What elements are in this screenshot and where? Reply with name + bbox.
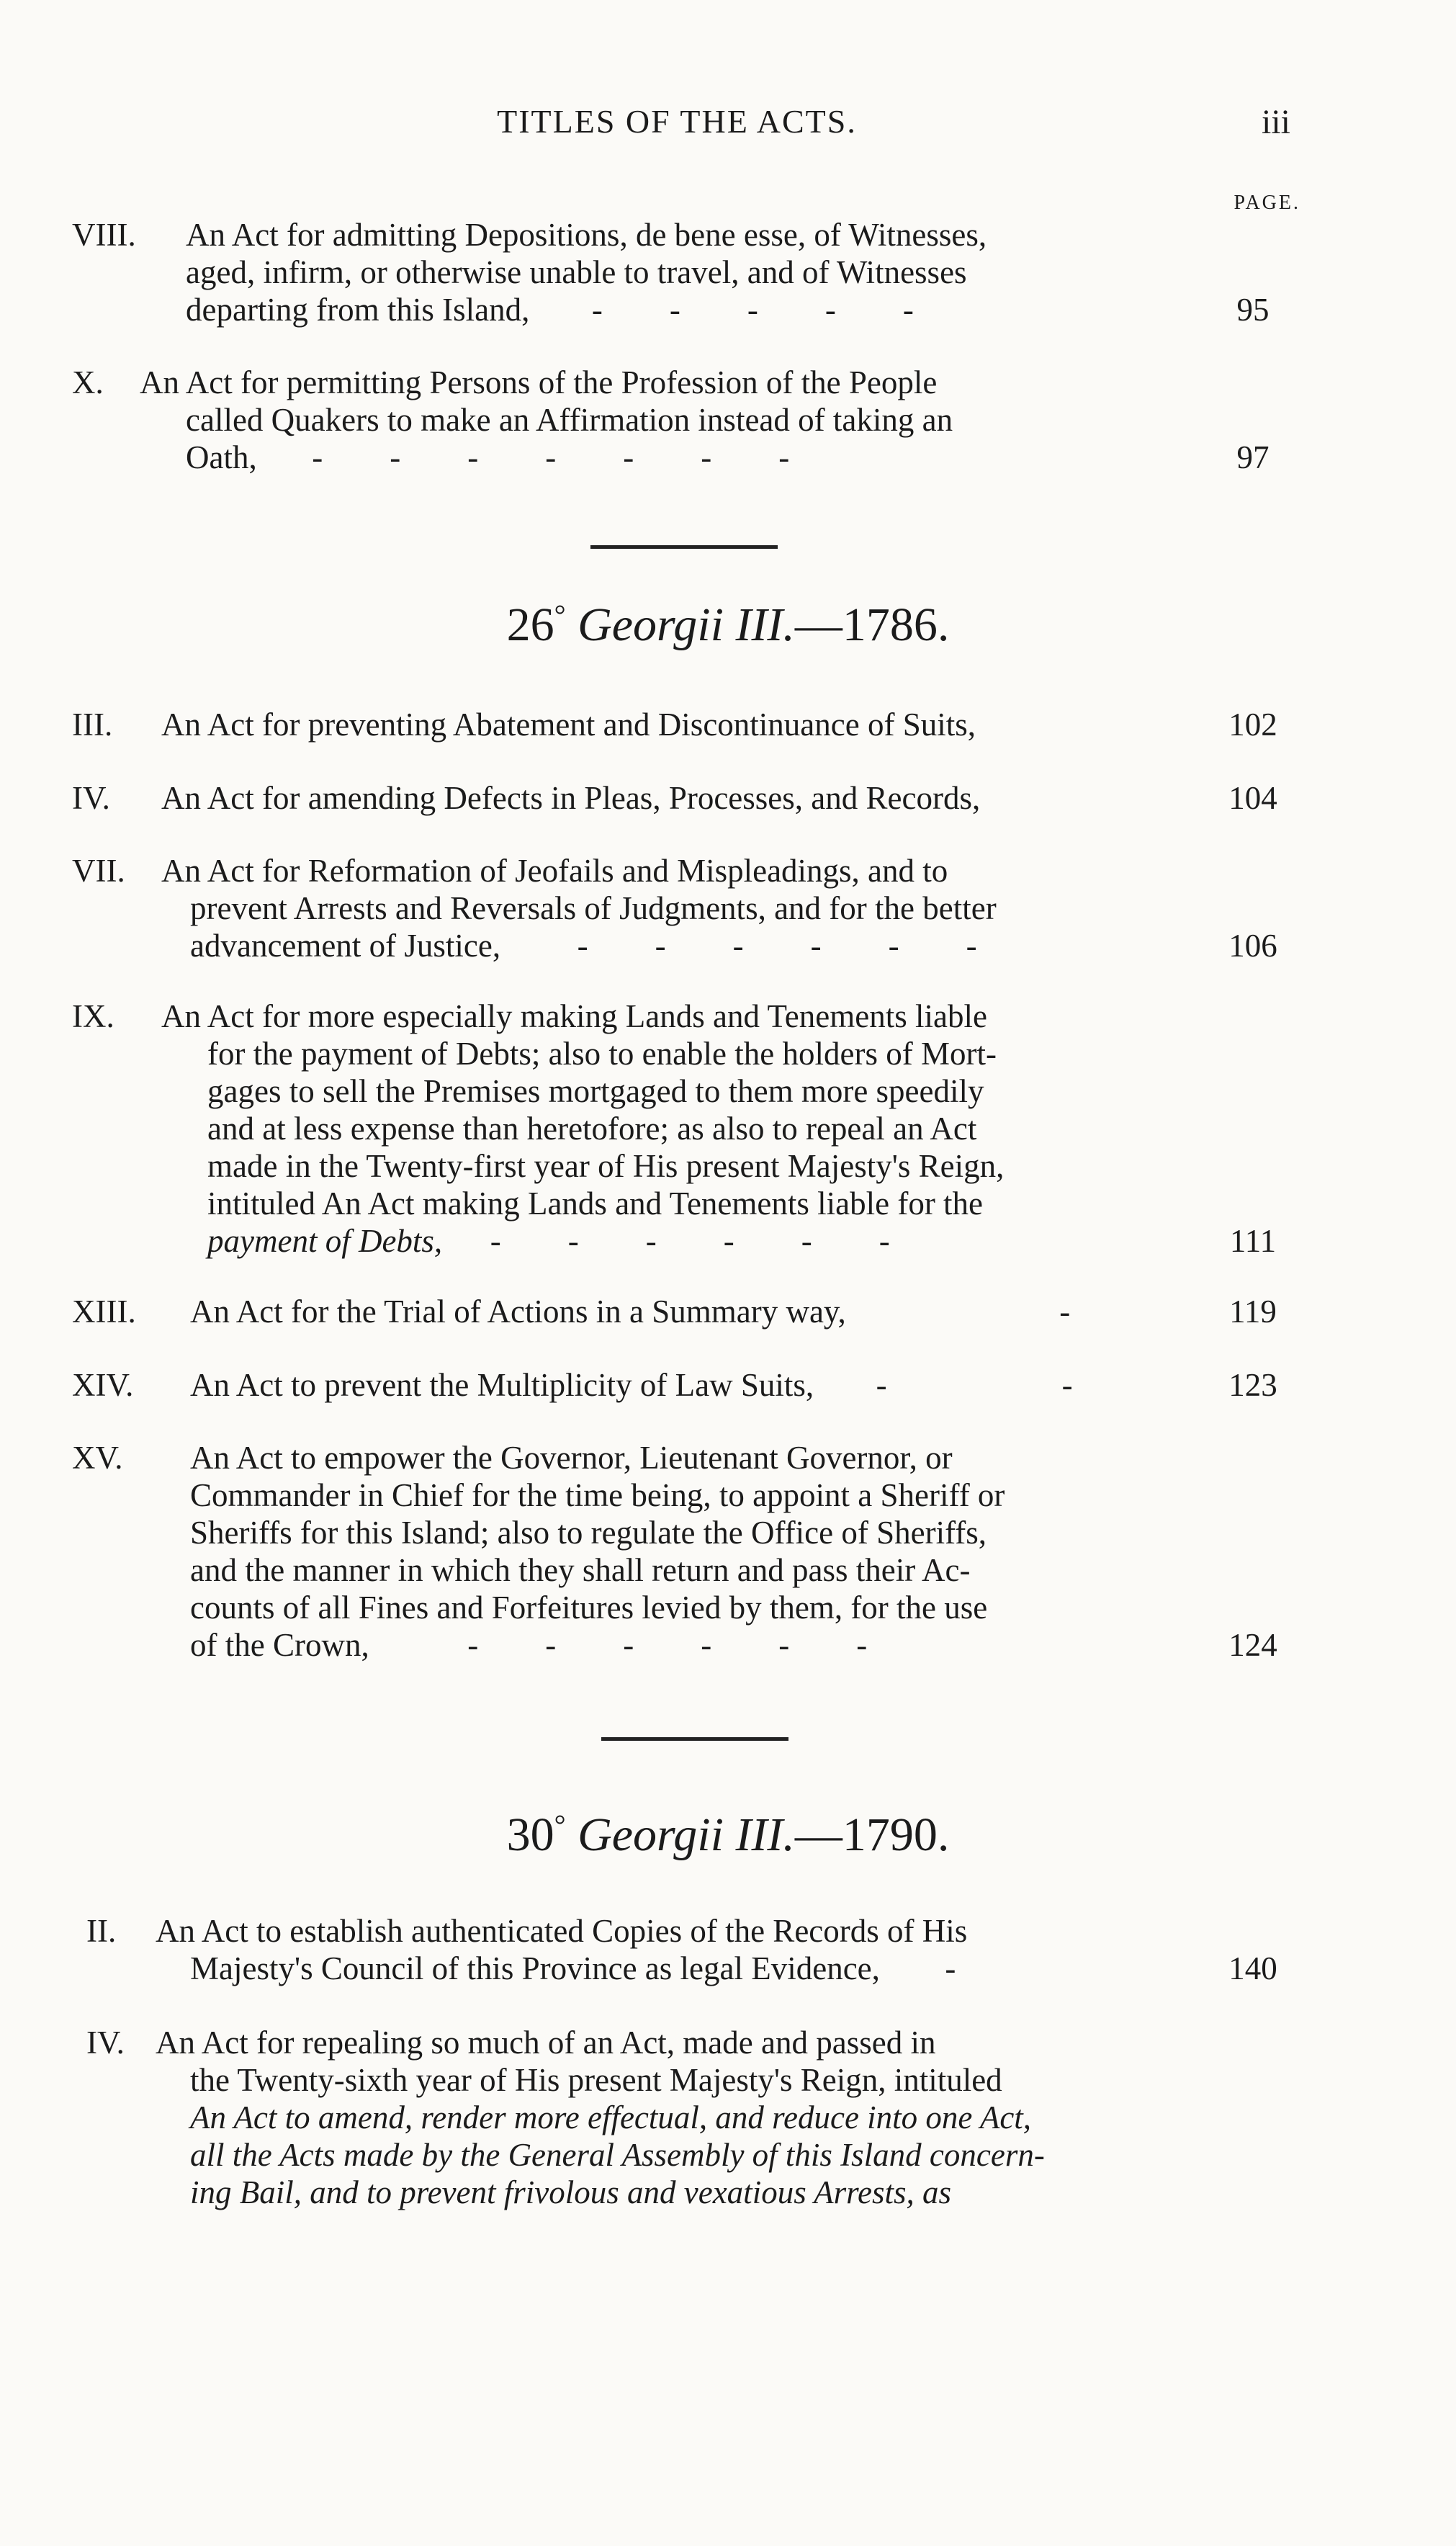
act-page-number: 95 bbox=[1236, 292, 1269, 328]
act-title-line: aged, infirm, or otherwise unable to travel, and of Witnesses bbox=[186, 254, 967, 290]
act-title-line: Sheriffs for this Island; also to regulate the Office of Sheriffs, bbox=[190, 1515, 987, 1551]
act-title-line: called Quakers to make an Affirmation instead of taking an bbox=[186, 402, 953, 438]
section-divider bbox=[590, 545, 778, 549]
act-title-line: the Twenty-sixth year of His present Majesty's Reign, intituled bbox=[190, 2062, 1002, 2098]
act-number: X. bbox=[72, 364, 104, 400]
section-heading: 26° Georgii III.—1786. bbox=[506, 599, 950, 651]
act-title-line: departing from this Island, - - - - - bbox=[186, 292, 914, 328]
act-page-number: 111 bbox=[1229, 1223, 1277, 1259]
act-title-line: prevent Arrests and Reversals of Judgments, and for the better bbox=[190, 890, 997, 926]
act-title-line: An Act for more especially making Lands and Tenements liable bbox=[161, 998, 987, 1034]
act-page-number: 140 bbox=[1228, 1950, 1277, 1986]
act-title-line: and the manner in which they shall return and pass their Ac- bbox=[190, 1552, 971, 1588]
act-title-line: of the Crown, - - - - - - bbox=[190, 1627, 868, 1663]
act-page-number: 124 bbox=[1228, 1627, 1277, 1663]
act-title-line: An Act for repealing so much of an Act, made and passed in bbox=[156, 2025, 936, 2061]
act-entry bbox=[72, 706, 1296, 743]
act-title-line: and at less expense than heretofore; as also to repeal an Act bbox=[207, 1111, 977, 1147]
act-title-line: ing Bail, and to prevent frivolous and vexatious Arrests, as bbox=[190, 2174, 951, 2210]
act-entry bbox=[72, 1366, 1296, 1404]
act-title-line: An Act for admitting Depositions, de bene esse, of Witnesses, bbox=[186, 217, 987, 253]
act-number: II. bbox=[86, 1913, 117, 1949]
act-title-line: all the Acts made by the General Assembly of this Island concern- bbox=[190, 2137, 1045, 2173]
act-title-line: counts of all Fines and Forfeitures levied by them, for the use bbox=[190, 1590, 988, 1626]
act-title-line: An Act to prevent the Multiplicity of Law Suits, - - bbox=[190, 1367, 1073, 1403]
act-title-line: An Act for Reformation of Jeofails and Mispleadings, and to bbox=[161, 853, 948, 889]
act-entry bbox=[72, 364, 1296, 476]
act-page-number: 106 bbox=[1228, 928, 1277, 964]
act-title-line: An Act for amending Defects in Pleas, Processes, and Records, bbox=[161, 780, 981, 816]
act-number: III. bbox=[72, 707, 113, 743]
act-title-line: An Act for preventing Abatement and Discontinuance of Suits, bbox=[161, 707, 976, 743]
act-entry bbox=[72, 998, 1296, 1260]
act-title-line: for the payment of Debts; also to enable the holders of Mort- bbox=[207, 1036, 997, 1072]
act-title-line: An Act for permitting Persons of the Profession of the People bbox=[140, 364, 938, 400]
act-entry bbox=[72, 1293, 1296, 1330]
act-number: XIV. bbox=[72, 1367, 134, 1403]
act-title-line: An Act to amend, render more effectual, and reduce into one Act, bbox=[190, 2099, 1032, 2135]
act-page-number: 104 bbox=[1228, 780, 1277, 816]
act-entry bbox=[72, 852, 1296, 964]
act-title-line: intituled An Act making Lands and Tenements liable for the bbox=[207, 1185, 984, 1222]
act-number: XIII. bbox=[72, 1294, 136, 1330]
page-column-label: PAGE. bbox=[1233, 192, 1300, 214]
act-title-line: made in the Twenty-first year of His present Majesty's Reign, bbox=[207, 1148, 1005, 1184]
act-entry bbox=[72, 1912, 1296, 1987]
act-number: VII. bbox=[72, 853, 125, 889]
act-title-line: An Act for the Trial of Actions in a Summary way, - bbox=[190, 1294, 1071, 1330]
act-title-line: advancement of Justice, - - - - - - bbox=[190, 928, 977, 964]
act-entry bbox=[72, 216, 1296, 328]
act-page-number: 123 bbox=[1228, 1367, 1277, 1403]
act-page-number: 102 bbox=[1228, 707, 1277, 743]
page-number: iii bbox=[1261, 103, 1290, 141]
section-heading: 30° Georgii III.—1790. bbox=[506, 1808, 950, 1861]
act-number: IX. bbox=[72, 998, 114, 1034]
act-title-line: payment of Debts, - - - - - - bbox=[207, 1223, 890, 1259]
running-title: TITLES OF THE ACTS. bbox=[497, 103, 857, 140]
section-divider bbox=[601, 1737, 788, 1741]
act-page-number: 119 bbox=[1229, 1294, 1277, 1330]
act-title-line: Commander in Chief for the time being, to appoint a Sheriff or bbox=[190, 1477, 1005, 1513]
act-title-line: An Act to empower the Governor, Lieutenant Governor, or bbox=[190, 1440, 953, 1476]
act-entry bbox=[72, 2024, 1296, 2211]
act-title-line: gages to sell the Premises mortgaged to them more speedily bbox=[207, 1073, 984, 1109]
act-number: XV. bbox=[72, 1440, 123, 1476]
act-entry bbox=[72, 779, 1296, 817]
act-page-number: 97 bbox=[1236, 439, 1269, 475]
act-title-line: Majesty's Council of this Province as legal Evidence, - bbox=[190, 1950, 956, 1986]
act-number: VIII. bbox=[72, 217, 136, 253]
act-title-line: Oath, - - - - - - - bbox=[186, 439, 790, 475]
running-head bbox=[0, 102, 1456, 153]
act-number: IV. bbox=[72, 780, 110, 816]
act-entry bbox=[72, 1439, 1296, 1664]
act-title-line: An Act to establish authenticated Copies of the Records of His bbox=[156, 1913, 968, 1949]
act-number: IV. bbox=[86, 2025, 125, 2061]
